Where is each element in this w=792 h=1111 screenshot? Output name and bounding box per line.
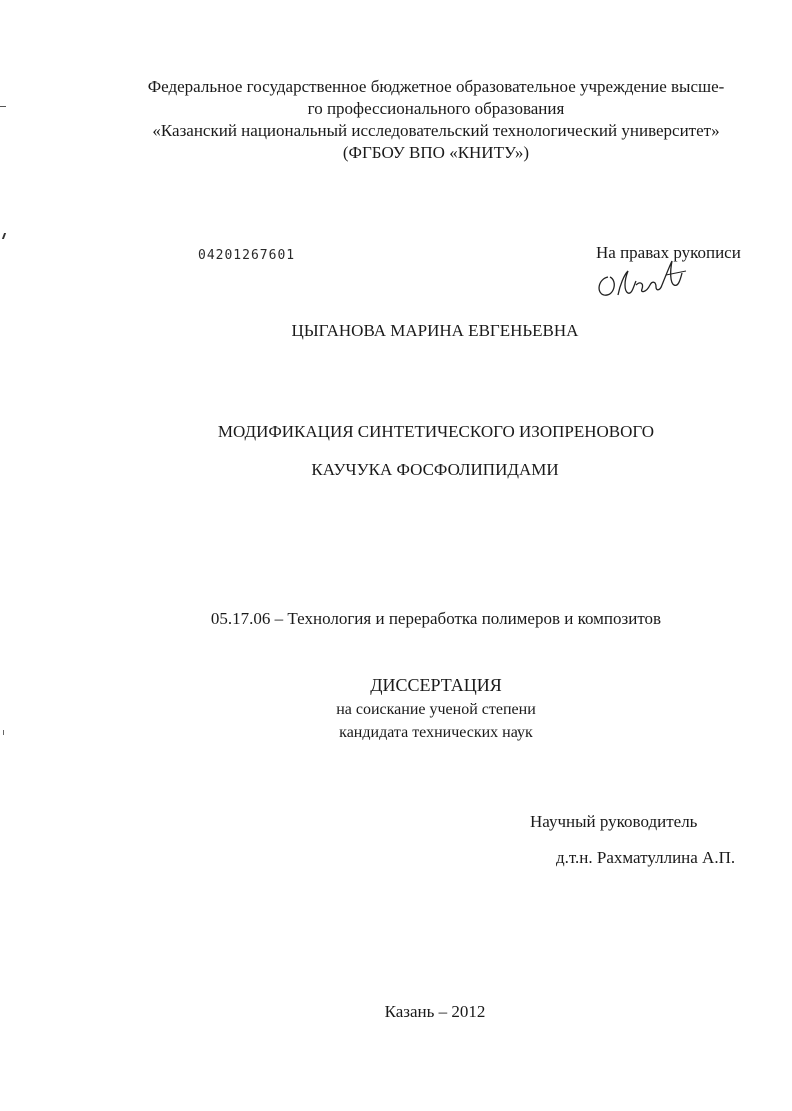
registry-code: 04201267601: [198, 248, 296, 263]
specialty-code: 05.17.06 – Технология и переработка полимеров и композитов: [210, 609, 662, 628]
dissertation-title-line-1: МОДИФИКАЦИЯ СИНТЕТИЧЕСКОГО ИЗОПРЕНОВОГО: [217, 422, 655, 441]
dissertation-heading: ДИССЕРТАЦИЯ: [370, 675, 502, 695]
scan-margin-mark: [2, 233, 6, 239]
institution-line-2: го профессионального образования: [307, 99, 565, 118]
institution-line-3: «Казанский национальный исследовательский технологический университет»: [152, 121, 720, 140]
institution-line-1: Федеральное государственное бюджетное образовательное учреждение высше-: [147, 77, 725, 96]
place-and-year: Казань – 2012: [384, 1002, 486, 1021]
author-name: ЦЫГАНОВА МАРИНА ЕВГЕНЬЕВНА: [291, 321, 579, 340]
rights-note: На правах рукописи: [596, 243, 741, 262]
institution-line-4: (ФГБОУ ВПО «КНИТУ»): [342, 143, 530, 162]
dissertation-title-line-2: КАУЧУКА ФОСФОЛИПИДАМИ: [311, 460, 559, 479]
supervisor-name: д.т.н. Рахматуллина А.П.: [556, 848, 736, 867]
degree-line-1: на соискание ученой степени: [336, 701, 536, 718]
handwritten-signature: [594, 255, 704, 305]
degree-line-2: кандидата технических наук: [339, 724, 533, 741]
supervisor-label: Научный руководитель: [530, 812, 698, 831]
